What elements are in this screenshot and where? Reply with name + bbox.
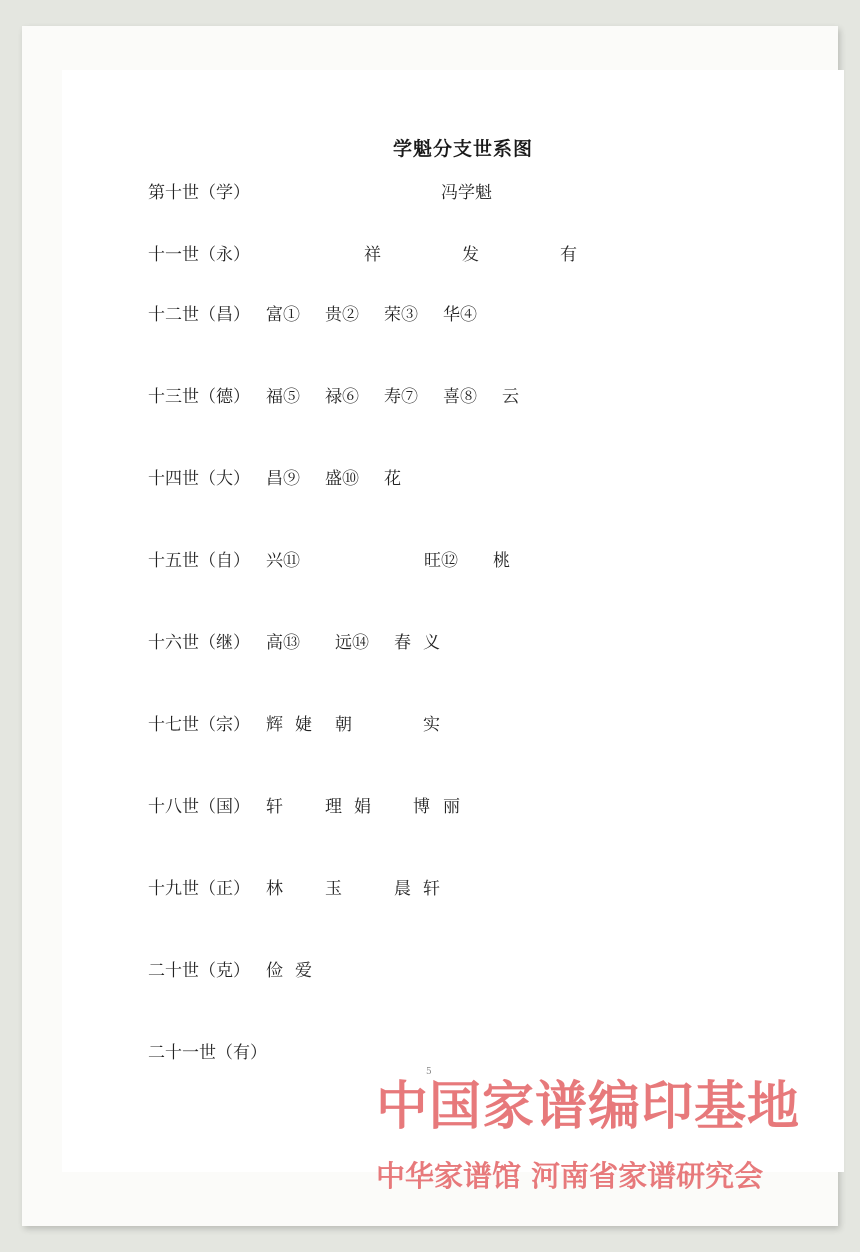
generation-label: 十二世（昌） [148,305,250,325]
member-name: 云 [502,387,519,407]
member-name: 辉 [266,715,283,735]
member-name: 福⑤ [266,387,300,407]
member-name: 华④ [443,305,477,325]
member-name: 冯学魁 [441,183,492,203]
member-name: 喜⑧ [443,387,477,407]
member-name: 婕 [295,715,312,735]
member-name: 轩 [266,797,283,817]
generation-label: 二十一世（有） [148,1043,267,1063]
member-name: 高⑬ [266,633,300,653]
paper-sheet [22,26,838,1226]
page-content-area [62,70,844,1172]
member-name: 远⑭ [335,633,369,653]
generation-label: 十八世（国） [148,797,250,817]
member-name: 花 [384,469,401,489]
member-name: 祥 [364,245,381,265]
member-name: 贵② [325,305,359,325]
generation-label: 十九世（正） [148,879,250,899]
watermark-title: 中国家谱编印基地 [376,1076,801,1137]
generation-label: 第十世（学） [148,183,250,203]
page-number: 5 [426,1067,432,1077]
member-name: 春 [394,633,411,653]
member-name: 丽 [443,797,460,817]
member-name: 玉 [325,879,342,899]
member-name: 桃 [493,551,510,571]
generation-label: 十六世（继） [148,633,250,653]
member-name: 义 [423,633,440,653]
member-name: 荣③ [384,305,418,325]
member-name: 朝 [335,715,352,735]
member-name: 俭 [266,961,283,981]
generation-label: 十七世（宗） [148,715,250,735]
member-name: 有 [560,245,577,265]
member-name: 爱 [295,961,312,981]
member-name: 旺⑫ [424,551,458,571]
member-name: 实 [423,715,440,735]
watermark-subtitle: 中华家谱馆 河南省家谱研究会 [376,1159,764,1193]
member-name: 博 [413,797,430,817]
generation-label: 十三世（德） [148,387,250,407]
generation-label: 十五世（自） [148,551,250,571]
generation-label: 十四世（大） [148,469,250,489]
page-title: 学魁分支世系图 [393,138,534,160]
generation-label: 十一世（永） [148,245,250,265]
member-name: 禄⑥ [325,387,359,407]
member-name: 晨 [394,879,411,899]
member-name: 昌⑨ [266,469,300,489]
member-name: 富① [266,305,300,325]
member-name: 轩 [423,879,440,899]
member-name: 发 [462,245,479,265]
member-name: 盛⑩ [325,469,359,489]
member-name: 理 [325,797,342,817]
member-name: 娟 [354,797,371,817]
member-name: 兴⑪ [266,551,300,571]
member-name: 寿⑦ [384,387,418,407]
member-name: 林 [266,879,283,899]
generation-label: 二十世（克） [148,961,250,981]
